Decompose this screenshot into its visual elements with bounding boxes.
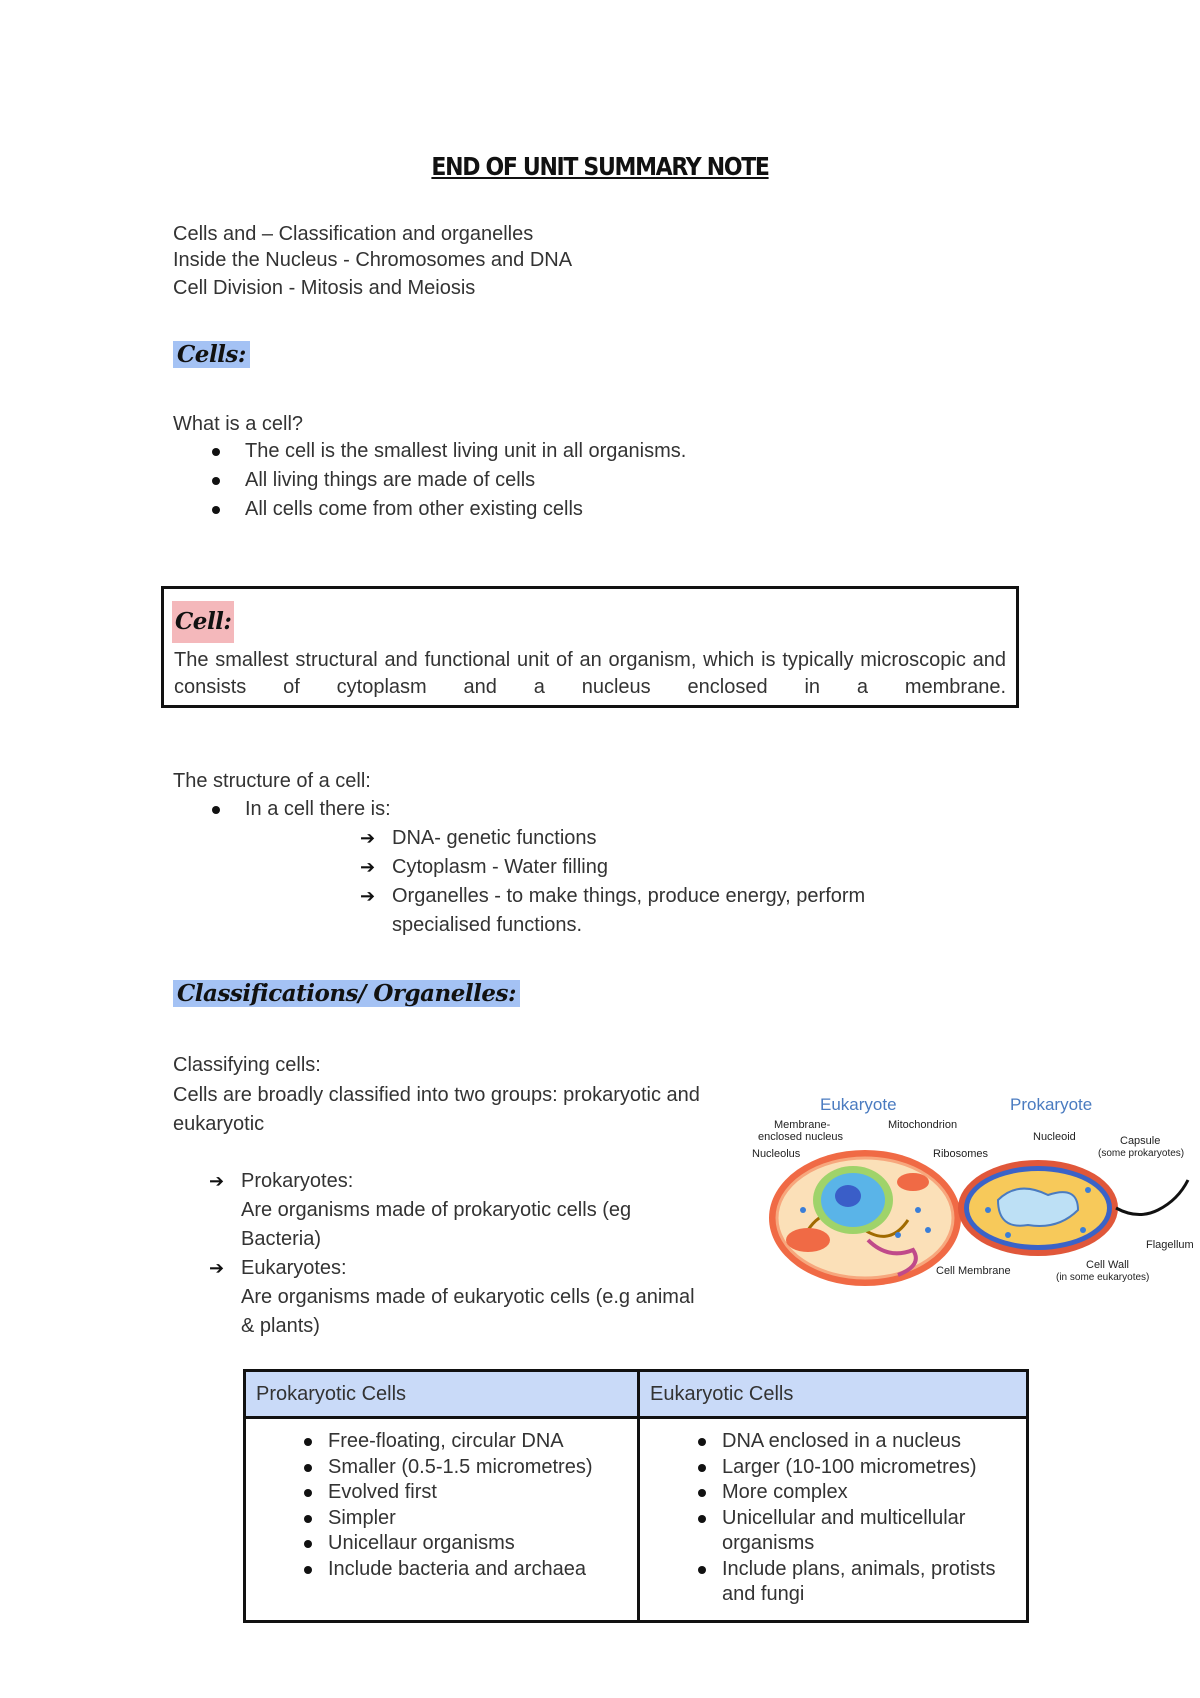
label-mitochondrion: Mitochondrion bbox=[888, 1119, 958, 1131]
label-flagellum: Flagellum bbox=[1146, 1239, 1194, 1251]
topics-list bbox=[173, 221, 572, 304]
topic-item: Inside the Nucleus - Chromosomes and DNA bbox=[173, 249, 573, 271]
label-cell-wall-note: (in some eukaryotes) bbox=[1056, 1272, 1150, 1283]
arrow-icon: ➔ bbox=[209, 1171, 225, 1191]
label-ribosomes: Ribosomes bbox=[933, 1148, 989, 1160]
definition-term: Cell: bbox=[172, 601, 234, 643]
arrow-icon: ➔ bbox=[360, 828, 376, 848]
classification-heading-wrap bbox=[173, 973, 520, 1015]
label-membrane-nucleus: Membrane- bbox=[774, 1119, 831, 1131]
eukaryotic-cell bbox=[639, 1418, 1028, 1622]
label-cell-membrane: Cell Membrane bbox=[936, 1265, 1011, 1277]
list-item: ➔ DNA- genetic functions bbox=[360, 824, 960, 853]
cells-heading: Cells: bbox=[173, 341, 250, 368]
arrow-icon: ➔ bbox=[360, 857, 376, 877]
list-item: Free-floating, circular DNA bbox=[256, 1429, 627, 1455]
list-item: Evolved first bbox=[256, 1480, 627, 1506]
topic-item: Cell Division - Mitosis and Meiosis bbox=[173, 277, 476, 299]
list-item: Simpler bbox=[256, 1506, 627, 1532]
classification-text: Cells are broadly classified into two groups: prokaryotic and eukaryotic bbox=[173, 1084, 700, 1135]
organism-types-list bbox=[209, 1167, 699, 1341]
list-item: More complex bbox=[650, 1480, 1016, 1506]
classification-intro: Classifying cells: bbox=[173, 1054, 321, 1076]
comparison-table bbox=[243, 1369, 1029, 1623]
label-membrane-nucleus: enclosed nucleus bbox=[758, 1131, 844, 1143]
list-item: Larger (10-100 micrometres) bbox=[650, 1455, 1016, 1481]
label-nucleolus: Nucleolus bbox=[752, 1148, 801, 1160]
label-capsule: Capsule bbox=[1120, 1135, 1161, 1147]
list-item: The cell is the smallest living unit in all organisms. bbox=[173, 437, 873, 466]
table-header: Prokaryotic Cells bbox=[245, 1371, 639, 1418]
structure-intro: The structure of a cell: bbox=[173, 770, 371, 792]
cell-facts-list bbox=[173, 437, 873, 524]
list-item bbox=[209, 1254, 699, 1341]
classification-heading: Classifications/ Organelles: bbox=[173, 980, 520, 1007]
list-item: All cells come from other existing cells bbox=[173, 495, 873, 524]
prokaryotes-desc: Are organisms made of prokaryotic cells (eg Bacteria) bbox=[241, 1199, 632, 1250]
list-item: Unicellaur organisms bbox=[256, 1531, 627, 1557]
topic-item: Cells and – Classification and organelles bbox=[173, 223, 534, 245]
cell-question: What is a cell? bbox=[173, 413, 304, 435]
structure-items bbox=[360, 824, 960, 940]
arrow-icon: ➔ bbox=[360, 886, 376, 906]
cell-diagram bbox=[748, 1090, 1198, 1290]
list-item: ➔ Organelles - to make things, produce energy, perform specialised functions. bbox=[360, 882, 932, 940]
prokaryotic-cell bbox=[245, 1418, 639, 1622]
definition-text: The smallest structural and functional unit of an organism, which is typically microscopic and consists of cytoplasm and a nucleus enclosed in a membrane. bbox=[174, 649, 1006, 698]
label-cell-wall: Cell Wall bbox=[1086, 1259, 1129, 1271]
label-capsule-note: (some prokaryotes) bbox=[1098, 1148, 1185, 1159]
list-item: Unicellular and multicellular organisms bbox=[650, 1506, 1016, 1557]
list-item: Smaller (0.5-1.5 micrometres) bbox=[256, 1455, 627, 1481]
list-item: DNA enclosed in a nucleus bbox=[650, 1429, 1016, 1455]
label-nucleoid: Nucleoid bbox=[1033, 1131, 1076, 1143]
page-title: END OF UNIT SUMMARY NOTE bbox=[431, 152, 769, 181]
cells-heading-wrap bbox=[173, 334, 250, 376]
list-item: All living things are made of cells bbox=[173, 466, 873, 495]
structure-list bbox=[173, 795, 873, 824]
eukaryote-cell bbox=[769, 1150, 961, 1286]
prokaryotes-label: Prokaryotes: bbox=[241, 1170, 354, 1192]
list-item: Include bacteria and archaea bbox=[256, 1557, 627, 1583]
list-item: In a cell there is: bbox=[173, 795, 873, 824]
eukaryote-title: Eukaryote bbox=[820, 1095, 897, 1114]
arrow-icon: ➔ bbox=[209, 1258, 225, 1278]
list-item: Include plans, animals, protists and fungi bbox=[650, 1557, 1016, 1608]
eukaryotes-desc: Are organisms made of eukaryotic cells (e.g animal & plants) bbox=[241, 1286, 695, 1337]
table-header: Eukaryotic Cells bbox=[639, 1371, 1028, 1418]
list-item: ➔ Cytoplasm - Water filling bbox=[360, 853, 960, 882]
definition-box bbox=[161, 586, 1019, 708]
eukaryotes-label: Eukaryotes: bbox=[241, 1257, 347, 1279]
list-item bbox=[209, 1167, 699, 1254]
prokaryote-title: Prokaryote bbox=[1010, 1095, 1093, 1114]
